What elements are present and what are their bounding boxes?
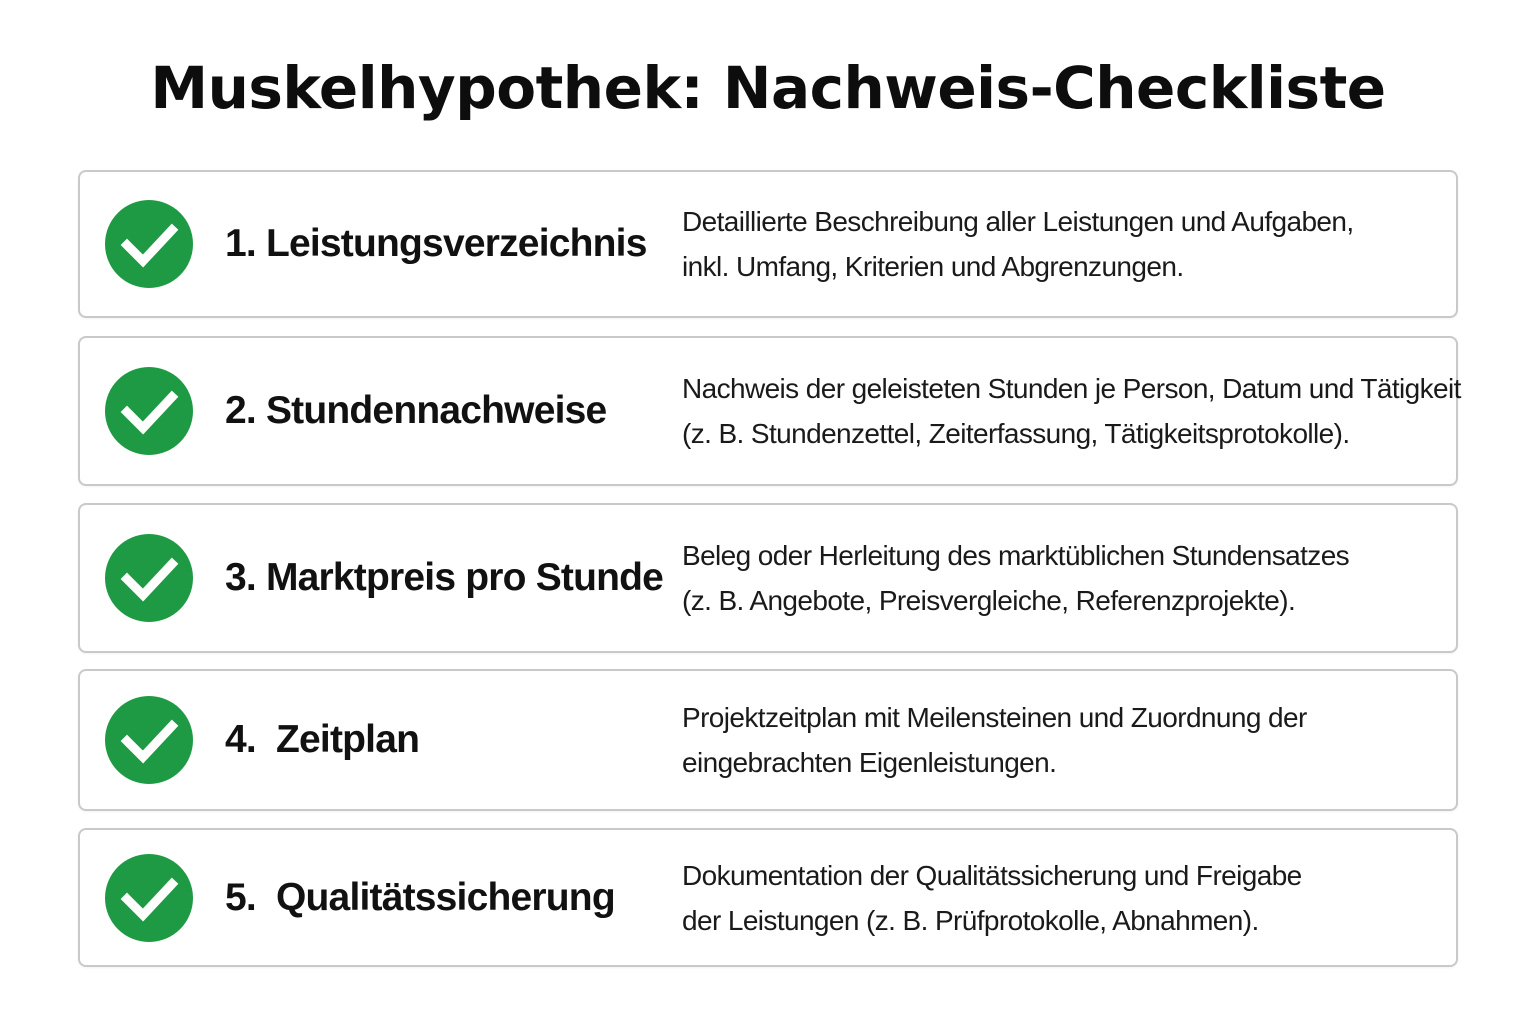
checkmark-icon	[105, 200, 193, 288]
checkmark-icon	[105, 367, 193, 455]
item-title: 2. Stundennachweise	[225, 389, 607, 432]
checkmark-icon	[105, 534, 193, 622]
description-line: Beleg oder Herleitung des marktüblichen Stundensatzes	[682, 540, 1350, 571]
item-title: 5. Qualitätssicherung	[225, 875, 615, 919]
checkmark-icon	[105, 696, 193, 784]
description-line: der Leistungen (z. B. Prüfprotokolle, Abnahmen).	[682, 904, 1259, 936]
description-line: Nachweis der geleisteten Stunden je Person, Datum und Tätigkeit	[682, 373, 1461, 404]
description-line: Detaillierte Beschreibung aller Leistungen und Aufgaben,	[682, 206, 1354, 237]
item-title: 4. Zeitplan	[225, 718, 420, 761]
description-line: (z. B. Angebote, Preisvergleiche, Referenzprojekte).	[682, 585, 1296, 616]
checklist-item	[78, 669, 1458, 811]
item-title: 1. Leistungsverzeichnis	[225, 222, 647, 265]
checkmark-icon	[105, 854, 193, 942]
description-line: inkl. Umfang, Kriterien und Abgrenzungen.	[682, 251, 1184, 282]
page-title: Muskelhypothek: Nachweis-Checkliste	[150, 54, 1386, 122]
item-description	[682, 853, 1442, 943]
item-description	[682, 695, 1442, 785]
description-line: eingebrachten Eigenleistungen.	[682, 747, 1057, 778]
description-line: Dokumentation der Qualitätssicherung und Freigabe	[682, 859, 1302, 891]
item-title: 3. Marktpreis pro Stunde	[225, 556, 664, 599]
item-description	[682, 366, 1461, 456]
item-description	[682, 533, 1442, 623]
checklist-item	[78, 170, 1458, 318]
checklist-item	[78, 828, 1458, 967]
item-description	[682, 199, 1442, 289]
checklist-item	[78, 503, 1458, 653]
description-line: Projektzeitplan mit Meilensteinen und Zuordnung der	[682, 702, 1307, 733]
checklist-item	[78, 336, 1461, 486]
description-line: (z. B. Stundenzettel, Zeiterfassung, Tätigkeitsprotokolle).	[682, 418, 1350, 449]
